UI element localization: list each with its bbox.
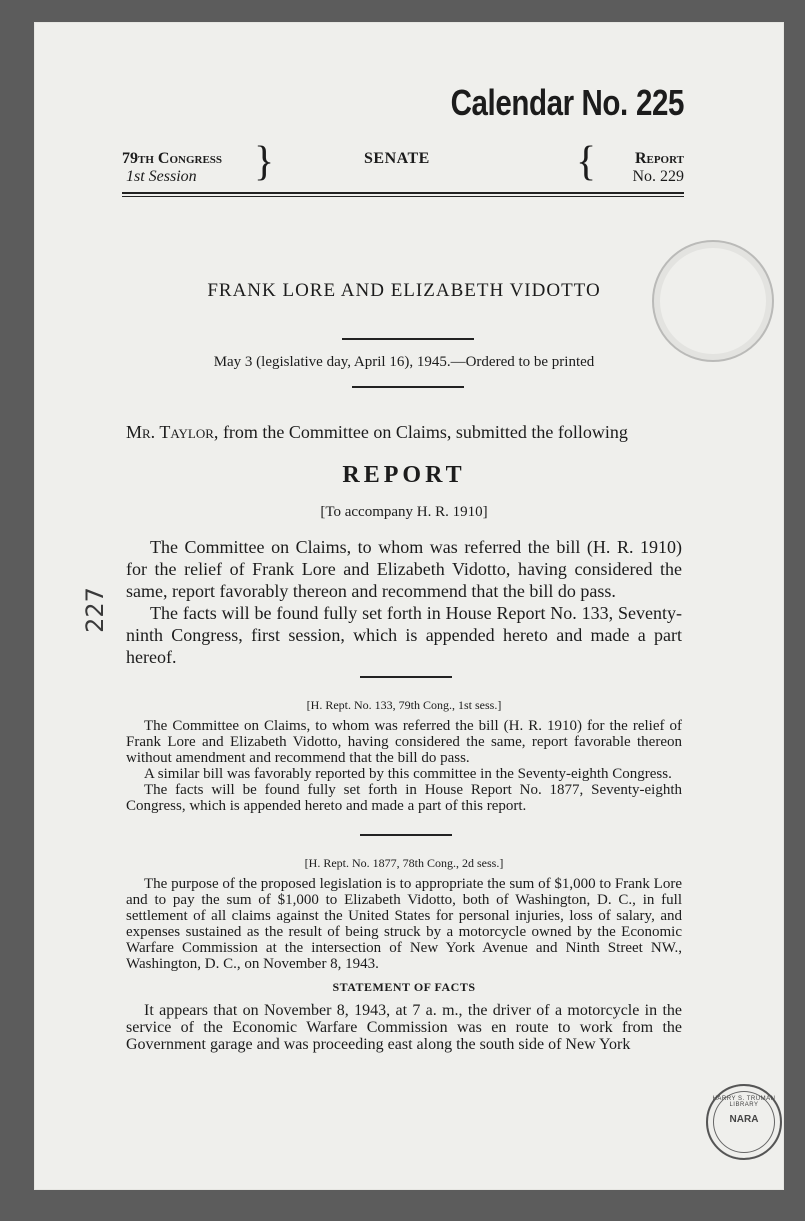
left-brace: }	[254, 139, 275, 185]
paragraph: The facts will be found fully set forth in House Report No. 133, Seventy-ninth Congress, first session, which is appended hereto and made a part hereof.	[126, 603, 682, 667]
intro-line	[126, 422, 628, 443]
handwritten-margin-number: 227	[80, 587, 109, 633]
stamp-ring-text: HARRY S. TRUMAN LIBRARY	[712, 1096, 776, 1108]
report-label: Report	[634, 150, 684, 167]
senator-name: Mr. Taylor,	[126, 422, 219, 442]
paragraph: It appears that on November 8, 1943, at 7 a. m., the driver of a motorcycle in the service of the Economic Warfare Commission was en route to work from the Government garage and was proceeding east along the south side of New York	[126, 1002, 682, 1053]
report-heading: REPORT	[342, 462, 466, 488]
calendar-num: 225	[635, 82, 684, 123]
document-page	[34, 22, 784, 1190]
paragraph: The Committee on Claims, to whom was referred the bill (H. R. 1910) for the relief of Frank Lore and Elizabeth Vidotto, having considered the same, report favorably thereon and recommend that the bill do pass.	[126, 537, 682, 601]
faded-library-stamp	[652, 240, 774, 362]
house-report-body	[126, 718, 682, 814]
divider	[342, 338, 474, 340]
header-rule	[122, 192, 684, 194]
statement-heading: STATEMENT OF FACTS	[332, 980, 476, 994]
report-number: No. 229	[632, 168, 684, 185]
paragraph: The Committee on Claims, to whom was referred the bill (H. R. 1910) for the relief of Frank Lore and Elizabeth Vidotto, having considered the same, report favorable thereon without amendment and recommend that the bill do pass.	[126, 718, 682, 766]
calendar-label: Calendar No.	[450, 82, 628, 123]
report-number-block	[622, 150, 684, 186]
house-report-ref: [H. Rept. No. 1877, 78th Cong., 2d sess.]	[304, 856, 504, 870]
facts-body	[126, 1002, 682, 1053]
paragraph: The purpose of the proposed legislation is to appropriate the sum of $1,000 to Frank Lore and to pay the sum of $1,000 to Elizabeth Vidotto, both of Washington, D. C., in full settlement of all claims against the United States for personal injuries, loss of salary, and expenses sustained as the result of being struck by a motorcycle owned by the Economic Warfare Commission at the intersection of New York Avenue and Ninth Street NW., Washington, D. C., on November 8, 1943.	[126, 876, 682, 972]
committee-body	[126, 536, 682, 668]
divider	[360, 676, 452, 678]
paragraph: The facts will be found fully set forth in House Report No. 1877, Seventy-eighth Congress, which is appended hereto and made a part of this report.	[126, 782, 682, 814]
house-report-ref: [H. Rept. No. 133, 79th Cong., 1st sess.]	[306, 698, 502, 712]
header-rule-thin	[122, 196, 684, 197]
divider	[352, 386, 464, 388]
intro-rest: from the Committee on Claims, submitted the following	[218, 422, 628, 442]
accompany-line: [To accompany H. R. 1910]	[320, 504, 488, 520]
paragraph: A similar bill was favorably reported by this committee in the Seventy-eighth Congress.	[144, 766, 672, 782]
chamber-label: SENATE	[364, 150, 430, 167]
right-brace: {	[576, 139, 597, 185]
purpose-body	[126, 876, 682, 972]
calendar-number	[151, 82, 684, 124]
divider	[360, 834, 452, 836]
library-stamp	[706, 1084, 782, 1160]
session-label: 1st Session	[126, 168, 197, 185]
congress-label: 79th Congress	[122, 150, 223, 167]
congress-session	[122, 150, 222, 186]
stamp-center-text: NARA	[729, 1114, 759, 1125]
document-title: FRANK LORE AND ELIZABETH VIDOTTO	[207, 280, 601, 301]
date-line: May 3 (legislative day, April 16), 1945.—Ordered to be printed	[213, 354, 595, 370]
